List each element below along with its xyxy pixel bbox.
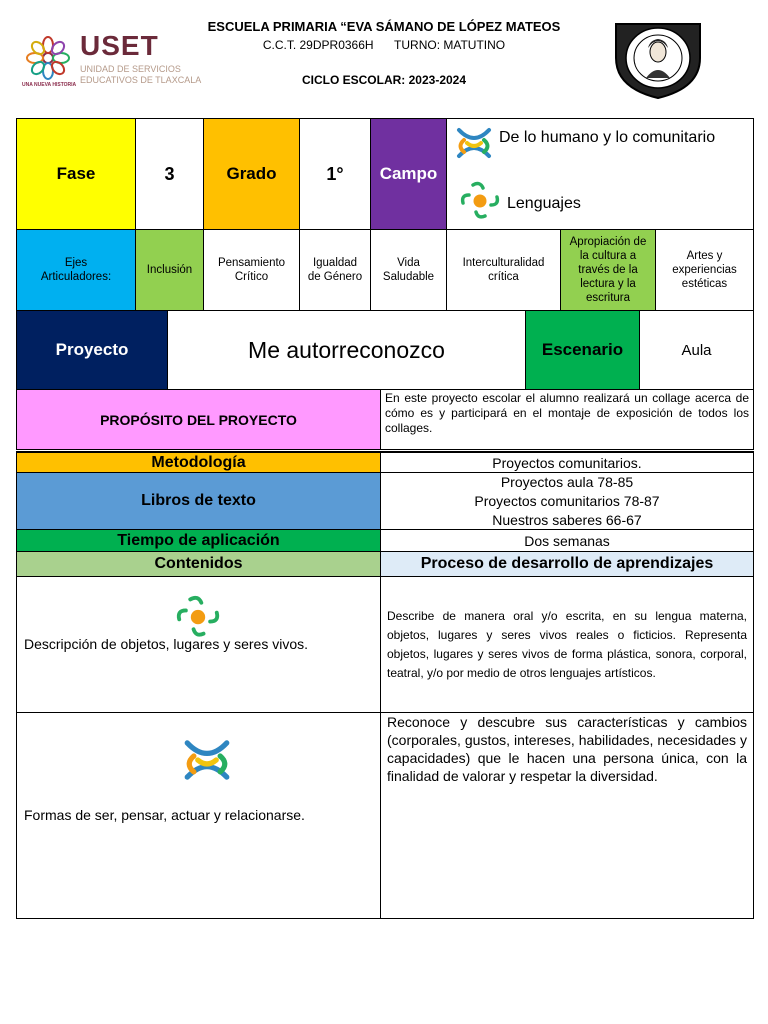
school-seal	[610, 18, 706, 100]
escenario-value: Aula	[639, 310, 754, 390]
campo-1-text: De lo humano y lo comunitario	[499, 129, 716, 146]
eje-interculturalidad: Interculturalidad crítica	[446, 229, 561, 311]
uset-sub1: UNIDAD DE SERVICIOS	[80, 64, 181, 74]
tiempo-label: Tiempo de aplicación	[16, 529, 381, 552]
school-name: ESCUELA PRIMARIA “EVA SÁMANO DE LÓPEZ MATEOS	[207, 19, 561, 34]
uset-tag: UNA NUEVA HISTORIA	[22, 82, 77, 88]
humano-comunitario-icon	[182, 735, 232, 785]
metodologia-value: Proyectos comunitarios.	[380, 451, 754, 473]
campo-2-text: Lenguajes	[507, 195, 581, 212]
school-seal-icon	[610, 18, 706, 100]
metodologia-label: Metodología	[16, 451, 381, 473]
ejes-label: Ejes Articuladores:	[16, 229, 136, 311]
proceso-header: Proceso de desarrollo de aprendizajes	[380, 551, 754, 577]
libro-3: Nuestros saberes 66-67	[492, 511, 642, 528]
libro-2: Proyectos comunitarios 78-87	[474, 492, 660, 509]
ciclo-escolar: CICLO ESCOLAR: 2023-2024	[301, 73, 467, 87]
uset-title: USET	[80, 30, 159, 61]
contenido-row-1	[16, 576, 381, 713]
proposito-text: En este proyecto escolar el alumno realizará un collage acerca de cómo es y participará en el montaje de exposición de todos los collages.	[380, 389, 754, 450]
fase-value: 3	[135, 118, 204, 230]
libro-1: Proyectos aula 78-85	[500, 473, 634, 490]
school-cct: C.C.T. 29DPR0366H	[262, 38, 374, 52]
proposito-label: PROPÓSITO DEL PROYECTO	[16, 389, 381, 450]
contenido-row-2	[16, 712, 381, 919]
lenguajes-icon	[174, 595, 222, 637]
grado-label: Grado	[203, 118, 300, 230]
escenario-label: Escenario	[525, 310, 640, 390]
proceso-row-1: Describe de manera oral y/o escrita, en su lengua materna, objetos, lugares y seres vivos reales o ficticios. Representa objetos, lugares y seres vivos de forma plástica, sonora, corporal, teatral, y/o por medio de otros lenguajes artísticos.	[380, 576, 754, 713]
proyecto-title: Me autorreconozco	[167, 310, 526, 390]
tiempo-value: Dos semanas	[380, 529, 754, 552]
eje-inclusion: Inclusión	[135, 229, 204, 311]
school-turno: TURNO: MATUTINO	[394, 38, 506, 52]
libros-values	[380, 472, 754, 530]
contenido-1-text: Descripción de objetos, lugares y seres vivos.	[24, 636, 309, 652]
eje-igualdad-genero: Igualdad de Género	[299, 229, 371, 311]
eje-pensamiento-critico: Pensamiento Crítico	[203, 229, 300, 311]
campo-values	[446, 118, 754, 230]
lenguajes-icon	[459, 181, 501, 219]
libros-label: Libros de texto	[16, 472, 381, 530]
campo-label: Campo	[370, 118, 447, 230]
proceso-row-2: Reconoce y descubre sus características y cambios (corporales, gustos, intereses, habilidades, necesidades y capacidades) que le hacen una persona única, con la finalidad de valorar y respetar la diversidad.	[380, 712, 754, 919]
contenido-2-text: Formas de ser, pensar, actuar y relacionarse.	[24, 807, 305, 823]
eje-artes: Artes y experiencias estéticas	[655, 229, 754, 311]
uset-sub2: EDUCATIVOS DE TLAXCALA	[80, 75, 202, 85]
contenidos-header: Contenidos	[16, 551, 381, 577]
proyecto-label: Proyecto	[16, 310, 168, 390]
grado-value: 1°	[299, 118, 371, 230]
eje-vida-saludable: Vida Saludable	[370, 229, 447, 311]
fase-label: Fase	[16, 118, 136, 230]
humano-comunitario-icon	[455, 124, 493, 162]
eje-apropiacion-cultura: Apropiación de la cultura a través de la lectura y la escritura	[560, 229, 656, 311]
